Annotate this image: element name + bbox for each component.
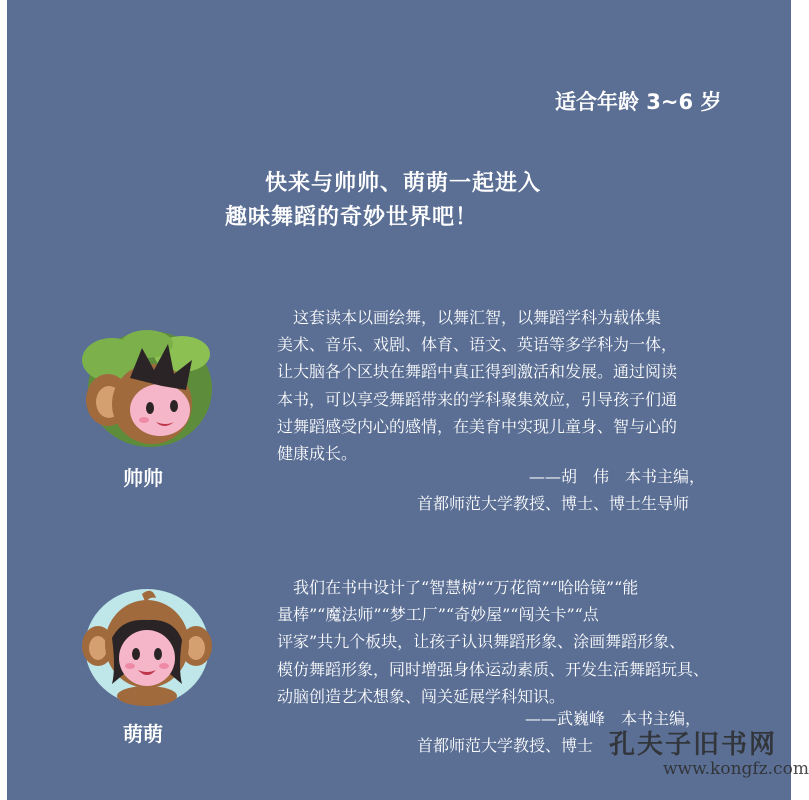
watermark-logo-text: 孔夫子旧书网 <box>609 730 778 760</box>
quote-1-author-title: 首都师范大学教授、博士、博士生导师 <box>417 494 690 513</box>
quote-1-line: 这套读本以画绘舞，以舞汇智，以舞蹈学科为载体集 <box>293 308 662 327</box>
watermark <box>609 724 809 779</box>
quote-2-text <box>277 574 709 710</box>
quote-1-line: 本书，可以享受舞蹈带来的学科聚集效应，引导孩子们通 <box>277 389 678 409</box>
quote-2-line: 量棒”“魔法师”“梦工厂”“奇妙屋”“闯关卡”“点 <box>277 605 599 625</box>
slogan-line-1: 快来与帅帅、萌萌一起进入 <box>265 170 542 196</box>
quote-1-line: 美术、音乐、戏剧、体育、语文、英语等多学科为一体， <box>277 335 678 355</box>
quote-1-line: 健康成长。 <box>277 444 358 464</box>
character-name-shuaishuai: 帅帅 <box>123 466 163 490</box>
quote-2-line: 评家”共九个板块，让孩子认识舞蹈形象、涂画舞蹈形象、 <box>277 632 686 652</box>
girl-monkey-avatar-icon <box>82 588 212 706</box>
quote-1-signature: ——胡 伟 本书主编， <box>529 467 706 486</box>
quote-1-line: 过舞蹈感受内心的感情，在美育中实现儿童身、智与心的 <box>277 416 678 436</box>
quote-2-signature: ——武巍峰 本书主编， <box>525 709 702 728</box>
watermark-url: www.kongfz.com <box>663 759 809 779</box>
character-name-mengmeng: 萌萌 <box>123 722 163 746</box>
quote-2-line: 动脑创造艺术想象、闯关延展学科知识。 <box>277 686 566 706</box>
quote-2-line: 我们在书中设计了“智慧树”“万花筒”“哈哈镜”“能 <box>293 578 639 597</box>
quote-2-line: 模仿舞蹈形象，同时增强身体运动素质、开发生活舞蹈玩具、 <box>277 659 710 679</box>
boy-monkey-avatar-icon <box>82 330 212 448</box>
quote-2-author-title: 首都师范大学教授、博士 <box>417 736 594 755</box>
slogan-line-2: 趣味舞蹈的奇妙世界吧！ <box>225 204 479 230</box>
book-back-cover <box>7 0 809 800</box>
quote-1-line: 让大脑各个区块在舞蹈中真正得到激活和发展。通过阅读 <box>277 362 678 382</box>
age-range-label: 适合年龄 3~6 岁 <box>555 90 722 114</box>
quote-1-text <box>277 304 677 467</box>
